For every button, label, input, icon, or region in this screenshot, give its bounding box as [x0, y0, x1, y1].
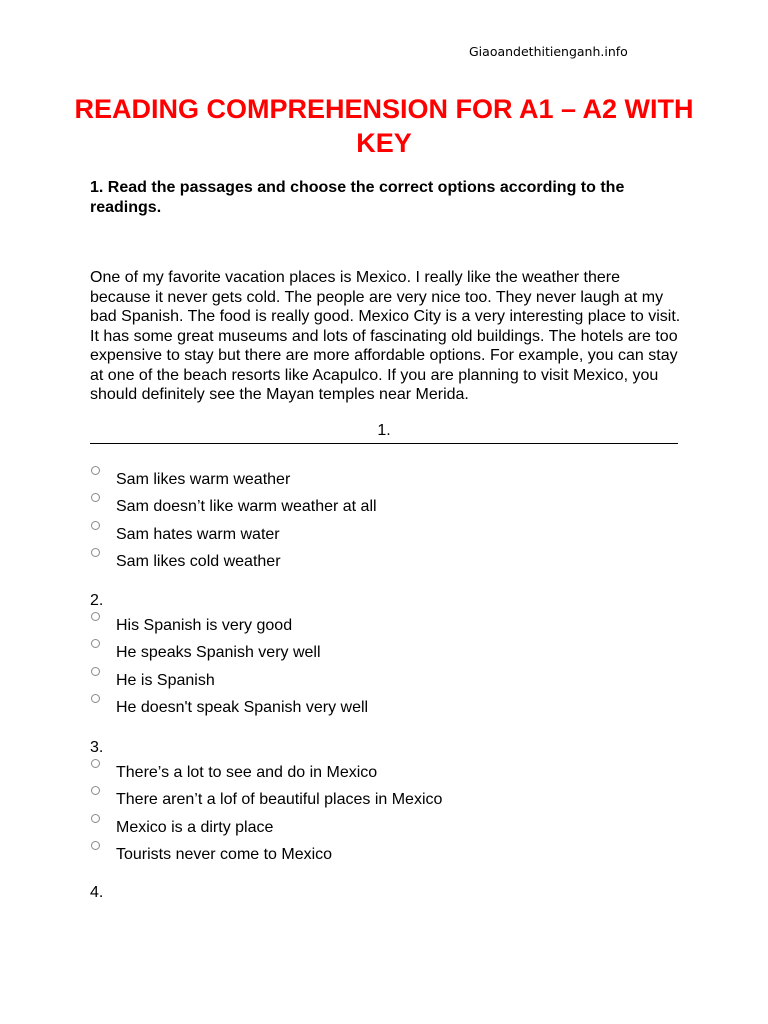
radio-button[interactable]: [91, 466, 100, 475]
radio-button[interactable]: [91, 521, 100, 530]
document-title: READING COMPREHENSION FOR A1 – A2 WITH KEY: [74, 94, 694, 158]
radio-button[interactable]: [91, 548, 100, 557]
option-item[interactable]: [90, 520, 678, 547]
option-label: Tourists never come to Mexico: [116, 845, 333, 863]
option-item[interactable]: [90, 693, 678, 720]
instruction-text: 1. Read the passages and choose the correct options according to the readings.: [90, 179, 625, 216]
option-label: There’s a lot to see and do in Mexico: [116, 764, 378, 781]
reading-passage: One of my favorite vacation places is Mexico. I really like the weather there because it never gets cold. The people are very nice too. They never laugh at my bad Spanish. The food is really good. Mexico City is a very interesting place to visit. It has some great museums and lots of fascinating old buildings. The hotels are too expensive to stay but there are more affordable options. For example, you can stay at one of the beach resorts like Acapulco. If you are planning to visit Mexico, you should definitely see the Mayan temples near Merida.: [90, 269, 681, 403]
option-item[interactable]: [90, 638, 678, 665]
question-2: [90, 591, 678, 720]
options-list: [90, 611, 678, 720]
option-label: Sam likes cold weather: [116, 552, 281, 570]
question-number: 1.: [90, 421, 678, 444]
option-label: Sam doesn’t like warm weather at all: [116, 498, 377, 516]
option-label: Sam likes warm weather: [116, 471, 291, 488]
option-item[interactable]: [90, 465, 678, 492]
question-number: 3.: [90, 739, 104, 756]
option-label: His Spanish is very good: [116, 617, 293, 634]
radio-button[interactable]: [91, 759, 100, 768]
option-item[interactable]: [90, 611, 678, 638]
site-watermark: Giaoandethitienganh.info: [469, 44, 628, 59]
option-label: Sam hates warm water: [116, 525, 280, 543]
radio-button[interactable]: [91, 694, 100, 703]
option-label: He speaks Spanish very well: [116, 644, 321, 662]
question-1: [90, 421, 678, 574]
radio-button[interactable]: [91, 639, 100, 648]
option-item[interactable]: [90, 840, 678, 867]
option-item[interactable]: [90, 758, 678, 785]
question-3: [90, 738, 678, 867]
option-item[interactable]: [90, 666, 678, 693]
radio-button[interactable]: [91, 493, 100, 502]
options-list: [90, 465, 678, 574]
option-label: There aren’t a lof of beautiful places in Mexico: [116, 791, 443, 809]
radio-button[interactable]: [91, 667, 100, 676]
radio-button[interactable]: [91, 841, 100, 850]
option-label: He is Spanish: [116, 671, 215, 689]
radio-button[interactable]: [91, 786, 100, 795]
radio-button[interactable]: [91, 612, 100, 621]
option-label: Mexico is a dirty place: [116, 818, 274, 836]
option-item[interactable]: [90, 492, 678, 519]
option-item[interactable]: [90, 813, 678, 840]
options-list: [90, 758, 678, 867]
question-4: [90, 883, 678, 903]
radio-button[interactable]: [91, 814, 100, 823]
question-number: 4.: [90, 884, 104, 901]
question-number: 2.: [90, 592, 104, 609]
option-item[interactable]: [90, 547, 678, 574]
option-label: He doesn't speak Spanish very well: [116, 698, 369, 716]
option-item[interactable]: [90, 785, 678, 812]
